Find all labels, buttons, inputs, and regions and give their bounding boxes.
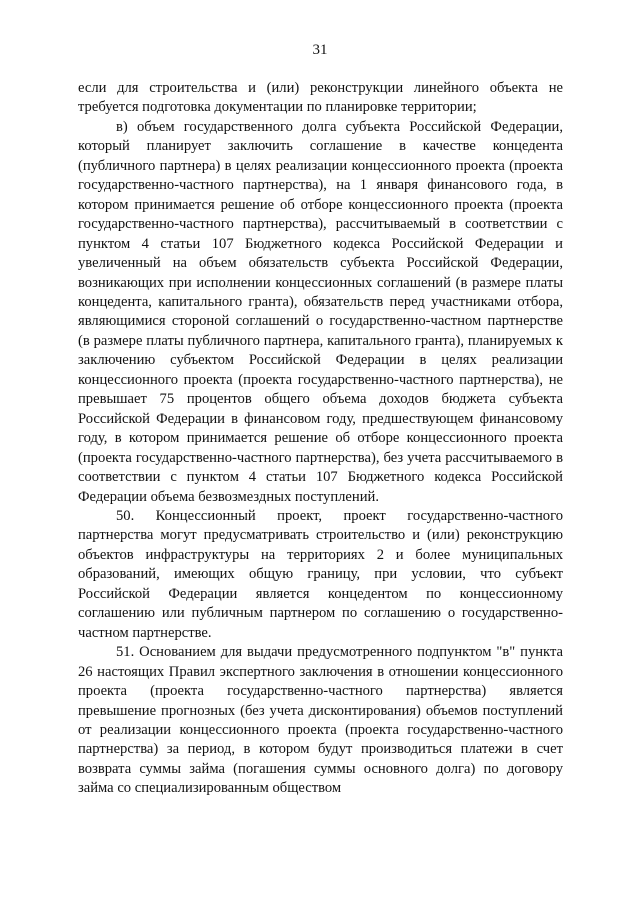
paragraph-item-v: в) объем государственного долга субъекта Российской Федерации, который планирует заключить соглашение в качестве концедента (публичного партнера) в целях реализации концессионного проекта (проекта государственно-частного партнерства), на 1 января финансового года, в котором принимается решение об отборе концессионного проекта (проекта государственно-частного партнерства), рассчитываемый в соответствии с пунктом 4 статьи 107 Бюджетного кодекса Российской Федерации и увеличенный на объем обязательств субъекта Российской Федерации, возникающих при исполнении концессионных соглашений (в размере платы концедента, капитального гранта), обязательств перед участниками отбора, являющимися стороной соглашений о государственно-частном партнерстве (в размере платы публичного партнера, капитального гранта), планируемых к заключению субъектом Российской Федерации в целях реализации концессионного проекта (проекта государственно-частного партнерства), не превышает 75 процентов общего объема доходов бюджета субъекта Российской Федерации в финансовом году, предшествующем финансовому году, в котором принимается решение об отборе концессионного проекта (проекта государственно-частного партнерства), без учета рассчитываемого в соответствии с пунктом 4 статьи 107 Бюджетного кодекса Российской Федерации объема безвозмездных поступлений. [78, 118, 563, 505]
paragraph-50: 50. Концессионный проект, проект государственно-частного партнерства могут предусматривать строительство и (или) реконструкцию объектов инфраструктуры на территориях 2 и более муниципальных образований, имеющих общую границу, при условии, что субъект Российской Федерации является концедентом по концессионному соглашению или публичным партнером по соглашению о государственно-частном партнерстве. [78, 507, 563, 641]
page-number: 31 [312, 42, 328, 58]
paragraph-51: 51. Основанием для выдачи предусмотренного подпунктом "в" пункта 26 настоящих Правил экспертного заключения в отношении концессионного проекта (проекта государственно-частного партнерства) является превышение прогнозных (без учета дисконтирования) объемов поступлений от реализации концессионного проекта (проекта государственно-частного партнерства) за период, в котором будут производиться платежи в счет возврата суммы займа (погашения суммы основного долга) по договору займа со специализированным обществом [78, 644, 563, 797]
document-body [78, 79, 563, 799]
paragraph-continuation: если для строительства и (или) реконструкции линейного объекта не требуется подготовка документации по планировке территории; [78, 80, 563, 116]
